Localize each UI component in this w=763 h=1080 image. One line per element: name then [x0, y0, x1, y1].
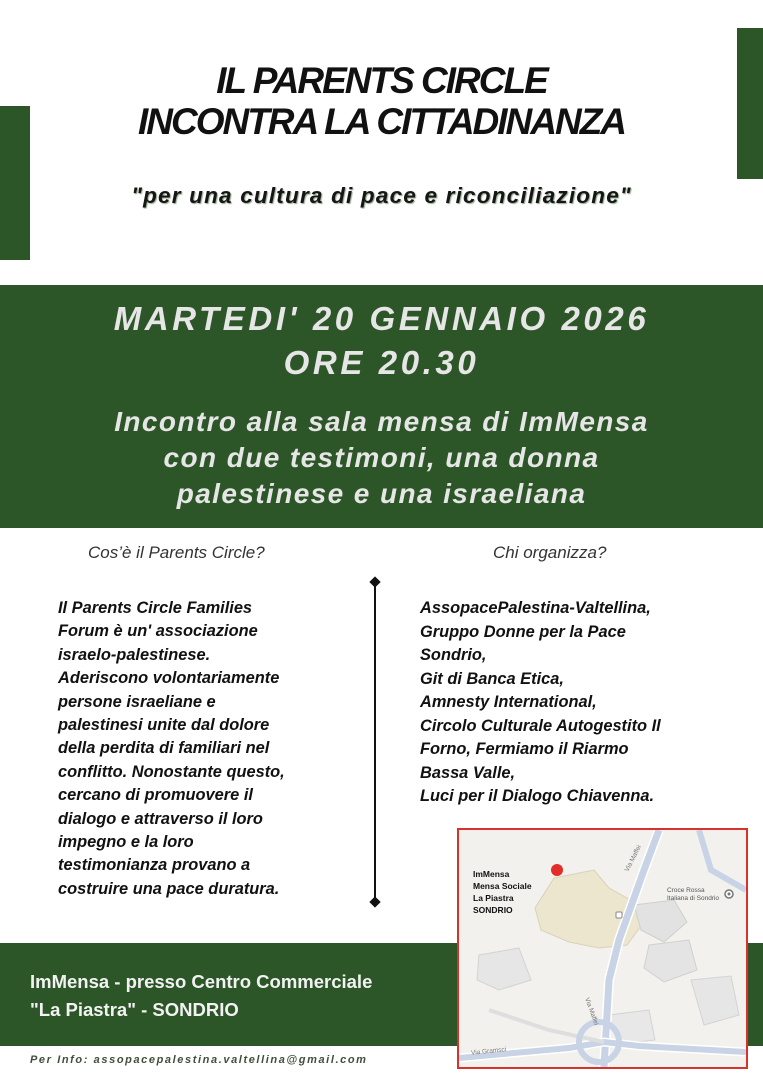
- organizer-line: AssopacePalestina-Valtellina,: [420, 599, 651, 617]
- about-line: della perdita di familiari nel: [58, 739, 270, 758]
- divider-end-dot: [369, 576, 380, 587]
- title-line-2: INCONTRA LA CITTADINANZA: [137, 101, 626, 142]
- about-line: conflitto. Nonostante questo,: [58, 762, 285, 781]
- about-line: dialogo e attraverso il loro: [58, 809, 263, 828]
- about-line: Il Parents Circle Families: [58, 599, 253, 617]
- organizer-line: Bassa Valle,: [420, 763, 516, 782]
- map-street-label: Via Maffei: [583, 996, 600, 1027]
- about-line: testimonianza provano a: [58, 856, 251, 875]
- venue-address: [30, 968, 372, 1024]
- map-venue-label-line: ImMensa: [473, 869, 510, 879]
- event-time: ORE 20.30: [283, 344, 480, 381]
- map-poi-label: [667, 887, 719, 903]
- map-poi-label-line: Italiana di Sondrio: [667, 895, 720, 902]
- organizer-line: Git di Banca Etica,: [420, 669, 564, 688]
- venue-line-1: ImMensa - presso Centro Commerciale: [30, 971, 373, 992]
- organizer-line: Gruppo Donne per la Pace: [420, 622, 626, 641]
- map-venue-label-line: SONDRIO: [473, 905, 513, 915]
- map-street-label: Via Maffei: [623, 844, 643, 873]
- contact-info: Per Info: assopacepalestina.valtellina@gmail.com: [30, 1054, 368, 1066]
- organizer-line: Forno, Fermiamo il Riarmo: [420, 740, 629, 758]
- event-description-line: Incontro alla sala mensa di ImMensa: [114, 406, 649, 437]
- about-line: cercano di promuovere il: [58, 786, 253, 805]
- poster-title: [0, 60, 763, 142]
- map-poi-label-line: Croce Rossa: [667, 887, 705, 894]
- organizers-heading: Chi organizza?: [493, 543, 607, 562]
- poster-subtitle: "per una cultura di pace e riconciliazione": [131, 183, 632, 208]
- organizer-line: Luci per il Dialogo Chiavenna.: [420, 787, 655, 805]
- about-line: impegno e la loro: [58, 833, 194, 852]
- organizer-line: Amnesty International,: [420, 693, 597, 711]
- location-map: [457, 828, 748, 1069]
- organizer-line: Sondrio,: [420, 646, 487, 664]
- title-line-1: IL PARENTS CIRCLE: [216, 60, 547, 101]
- about-line: Aderiscono volontariamente: [58, 669, 280, 688]
- event-date: MARTEDI' 20 GENNAIO 2026: [113, 300, 650, 337]
- event-description-line: con due testimoni, una donna: [163, 442, 600, 473]
- event-description-line: palestinese e una israeliana: [176, 478, 587, 509]
- organizers-list: [420, 597, 740, 809]
- organizer-line: Circolo Culturale Autogestito Il: [420, 716, 661, 735]
- about-line: persone israeliane e: [58, 692, 216, 711]
- map-venue-label: [473, 868, 532, 916]
- about-line: palestinesi unite dal dolore: [58, 716, 270, 735]
- map-venue-label-line: Mensa Sociale: [473, 881, 532, 891]
- location-pin-icon: [551, 864, 563, 876]
- about-heading: Cos’è il Parents Circle?: [88, 543, 265, 562]
- about-line: costruire una pace duratura.: [58, 879, 280, 898]
- about-line: Forum è un' associazione: [58, 622, 258, 641]
- about-text: [58, 597, 333, 901]
- venue-line-2: "La Piastra" - SONDRIO: [30, 999, 239, 1020]
- divider-end-dot: [369, 896, 380, 907]
- event-description: [40, 404, 723, 512]
- map-graphic: [459, 830, 746, 1067]
- map-venue-label-line: La Piastra: [473, 893, 514, 903]
- column-divider: [374, 582, 376, 904]
- map-street-label: Via Gramsci: [470, 1046, 507, 1057]
- about-line: israelo-palestinese.: [58, 645, 211, 664]
